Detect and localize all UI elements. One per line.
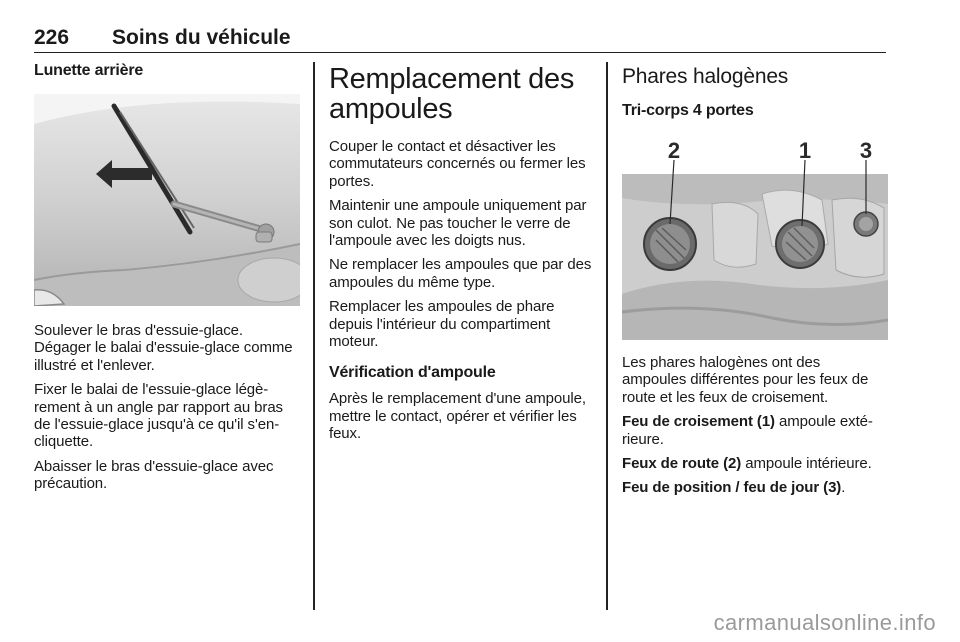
paragraph: Après le remplacement d'une ampoule, mettre le contact, opérer et vérifier les feux. <box>329 390 586 443</box>
definition-desc: ampoule intérieure. <box>741 455 872 473</box>
headlight-bulbs-illustration <box>622 134 888 340</box>
column-divider <box>606 62 608 610</box>
chapter-heading-bulb-replacement: Remplacement des ampoules <box>329 63 575 125</box>
callout-2: 2 <box>667 138 681 163</box>
column-left <box>34 62 300 500</box>
section-heading-bulb-check: Vérification d'ampoule <box>329 364 496 382</box>
callout-1: 1 <box>798 138 812 163</box>
watermark: carmanualsonline.info <box>713 610 936 635</box>
column-divider <box>313 62 315 610</box>
paragraph: Ne remplacer les ampoules que par des ampoules du même type. <box>329 256 592 291</box>
paragraph: Soulever le bras d'essuie-glace. Dégager le balai d'essuie-glace comme illustré et l'enlever. <box>34 322 293 374</box>
section-heading-rear-window: Lunette arrière <box>34 62 144 79</box>
paragraph: Abaisser le bras d'essuie-glace avec précaution. <box>34 457 274 493</box>
definition-desc: . <box>841 479 846 497</box>
paragraph: Couper le contact et désactiver les commutateurs concernés ou fermer les portes. <box>329 138 586 190</box>
column-middle <box>329 62 595 450</box>
paragraph: Maintenir une ampoule uniquement par son culot. Ne pas toucher le verre de l'ampoule avec les doigts nus. <box>329 197 587 250</box>
subheading-sedan: Tri-corps 4 portes <box>622 102 754 119</box>
definition-term: Feu de position / feu de jour (3) <box>622 479 842 497</box>
paragraph: Remplacer les ampoules de phare depuis l'intérieur du compartiment moteur. <box>329 298 555 351</box>
definition-item <box>622 479 888 496</box>
definition-item <box>622 455 888 472</box>
page-header <box>34 26 886 53</box>
callout-3: 3 <box>859 138 873 163</box>
page-number: 226 <box>34 26 70 49</box>
rear-wiper-illustration <box>34 94 300 306</box>
definition-term: Feux de route (2) <box>622 455 742 473</box>
definition-desc: ampoule exté-rieure. <box>622 413 873 448</box>
running-title: Soins du véhicule <box>112 26 291 49</box>
definition-item <box>622 413 888 448</box>
column-right <box>622 62 888 504</box>
paragraph: Fixer le balai de l'essuie-glace légè-rement à un angle par rapport au bras de l'essuie-glace jusqu'à ce qu'il s'en-cliquette. <box>34 381 283 451</box>
definition-term: Feu de croisement (1) <box>622 413 775 431</box>
paragraph: Les phares halogènes ont des ampoules différentes pour les feux de route et les feux de croisement. <box>622 354 869 406</box>
section-heading-halogen-headlights: Phares halogènes <box>622 65 789 88</box>
